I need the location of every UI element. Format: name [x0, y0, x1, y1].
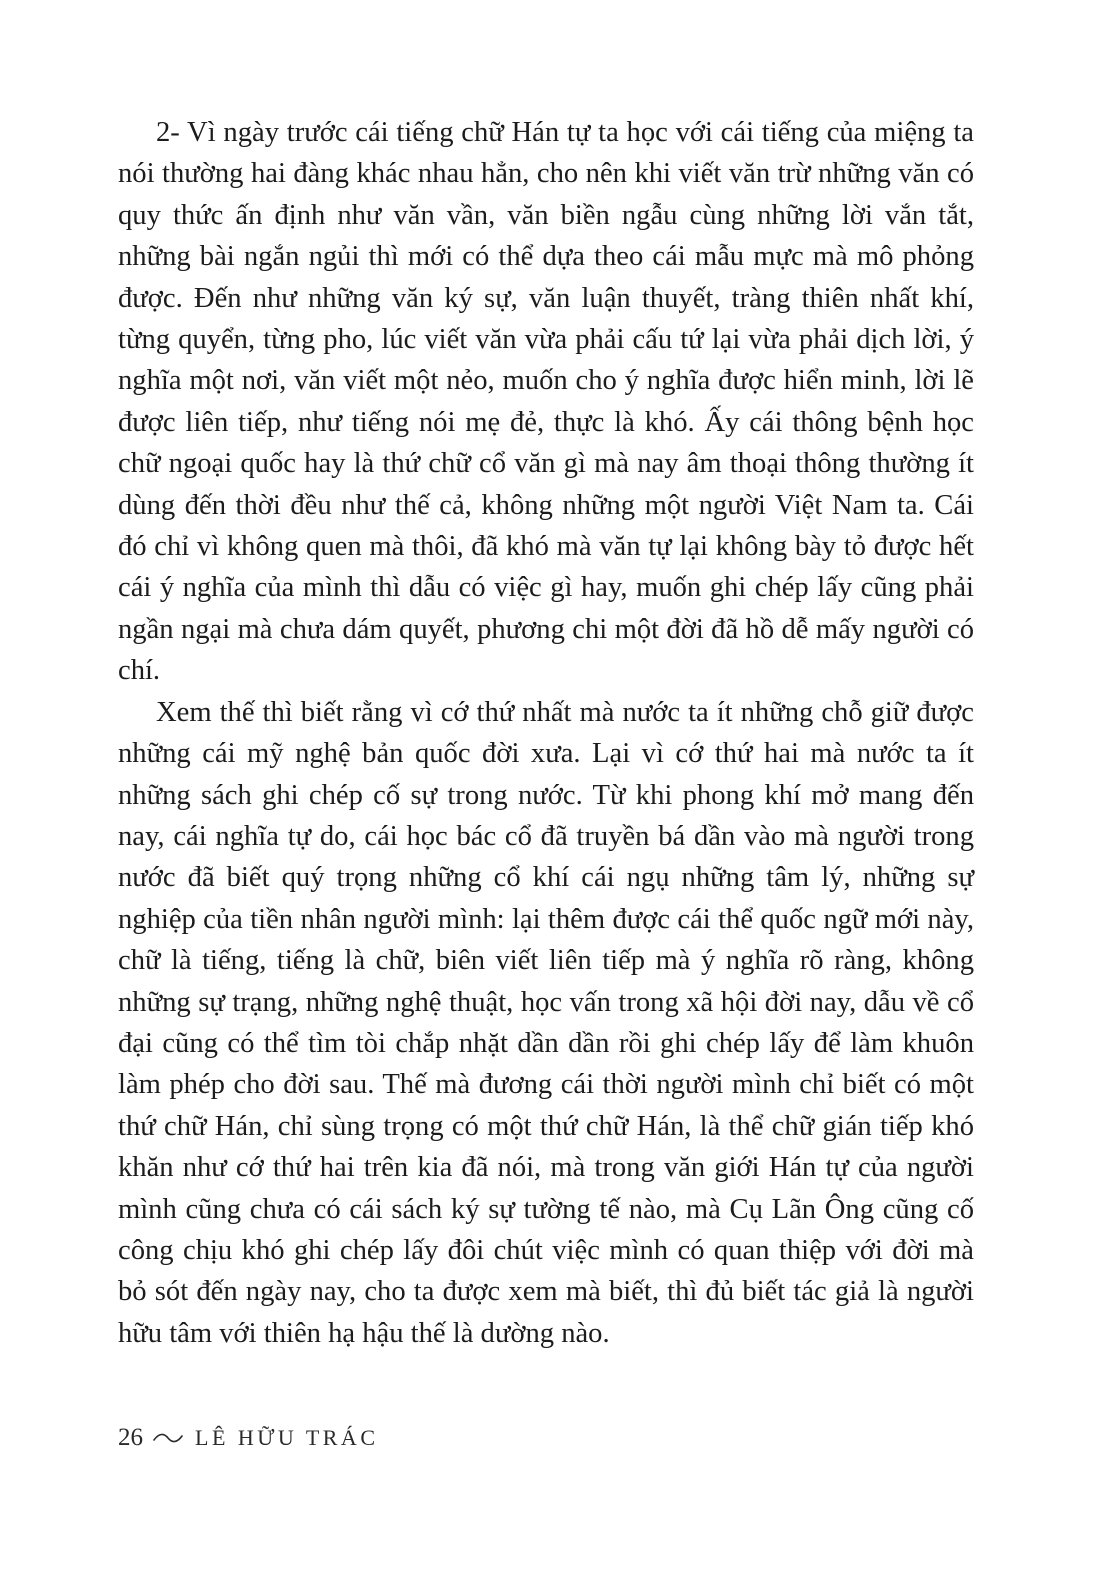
paragraph-2: Xem thế thì biết rằng vì cớ thứ nhất mà nước ta ít những chỗ giữ được những cái mỹ nghệ bản quốc đời xưa. Lại vì cớ thứ hai mà nước ta ít những sách ghi chép cố sự trong nước. Từ khi phong khí mở mang đến nay, cái nghĩa tự do, cái học bác cổ đã truyền bá dần vào mà người trong nước đã biết quý trọng những cổ khí cái ngụ những tâm lý, những sự nghiệp của tiền nhân người mình: lại thêm được cái thể quốc ngữ mới này, chữ là tiếng, tiếng là chữ, biên viết liên tiếp mà ý nghĩa rõ ràng, không những sự trạng, những nghệ thuật, học vấn trong xã hội đời nay, dẫu về cổ đại cũng có thể tìm tòi chắp nhặt dần dần rồi ghi chép lấy để làm khuôn làm phép cho đời sau. Thế mà đương cái thời người mình chỉ biết có một thứ chữ Hán, chỉ sùng trọng có một thứ chữ Hán, là thể chữ gián tiếp khó khăn như cớ thứ hai trên kia đã nói, mà trong văn giới Hán tự của người mình cũng chưa có cái sách ký sự tường tế nào, mà Cụ Lãn Ông cũng cố công chịu khó ghi chép lấy đôi chút việc mình có quan thiệp với đời mà bỏ sót đến ngày nay, cho ta được xem mà biết, thì đủ biết tác giả là người hữu tâm với thiên hạ hậu thế là dường nào. — [118, 696, 974, 1349]
body-text — [118, 112, 974, 1354]
tilde-ornament-icon — [153, 1431, 183, 1445]
paragraph-1: 2- Vì ngày trước cái tiếng chữ Hán tự ta học với cái tiếng của miệng ta nói thường hai đàng khác nhau hẳn, cho nên khi viết văn trừ những văn có quy thức ấn định như văn vần, văn biền ngẫu cùng những lời vắn tắt, những bài ngắn ngủi thì mới có thể dựa theo cái mẫu mực mà mô phỏng được. Đến như những văn ký sự, văn luận thuyết, tràng thiên nhất khí, từng quyển, từng pho, lúc viết văn vừa phải cấu tứ lại vừa phải dịch lời, ý nghĩa một nơi, văn viết một nẻo, muốn cho ý nghĩa được hiển minh, lời lẽ được liên tiếp, như tiếng nói mẹ đẻ, thực là khó. Ấy cái thông bệnh học chữ ngoại quốc hay là thứ chữ cổ văn gì mà nay âm thoại thông thường ít dùng đến thời đều như thế cả, không những một người Việt Nam ta. Cái đó chỉ vì không quen mà thôi, đã khó mà văn tự lại không bày tỏ được hết cái ý nghĩa của mình thì dẫu có việc gì hay, muốn ghi chép lấy cũng phải ngần ngại mà chưa dám quyết, phương chi một đời đã hồ dễ mấy người có chí. — [118, 117, 974, 687]
running-title: LÊ HỮU TRÁC — [195, 1425, 379, 1450]
page-footer — [118, 1422, 379, 1454]
page-number: 26 — [118, 1424, 143, 1451]
